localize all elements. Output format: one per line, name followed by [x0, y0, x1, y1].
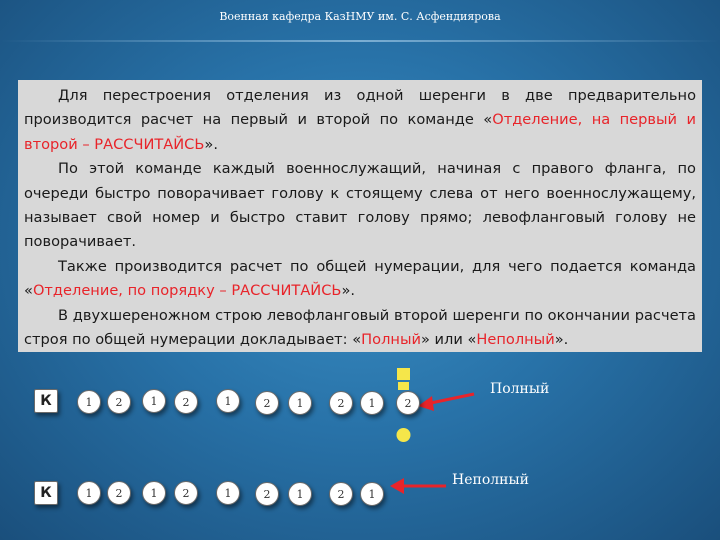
row-full-soldier-9: 1	[360, 391, 384, 415]
row-full-soldier-6: 2	[255, 391, 279, 415]
row-full-soldier-4: 2	[174, 390, 198, 414]
row-incomplete-soldier-7: 1	[288, 482, 312, 506]
row-full-soldier-10: 2	[396, 391, 420, 415]
row-full-commander: К	[34, 389, 58, 413]
row-full-soldier-1: 1	[77, 390, 101, 414]
arrow-left-icon	[416, 386, 476, 416]
paragraph-3-text: Также производится расчет по общей нумерации, для чего подается команда «	[24, 257, 696, 300]
paragraph-4-mid: » или «	[420, 331, 477, 349]
label-full: Полный	[490, 381, 550, 397]
command-text-2: Отделение, по порядку – РАССЧИТАЙСЬ	[32, 282, 342, 300]
command-text-1: Отделение, на первый и второй – РАССЧИТАЙСЬ	[24, 111, 696, 153]
paragraph-1-text: Для перестроения отделения из одной шеренги в две предварительно производится расчет на первый и второй по команде «	[24, 87, 696, 129]
page-header: Военная кафедра КазНМУ им. С. Асфендиярова	[219, 10, 501, 23]
row-incomplete-soldier-4: 2	[174, 481, 198, 505]
paragraph-1-end: ».	[204, 135, 218, 153]
row-full-soldier-7: 1	[288, 391, 312, 415]
row-full-soldier-3: 1	[142, 389, 166, 413]
row-incomplete-soldier-1: 1	[77, 481, 101, 505]
paragraph-2-text: По этой команде каждый военнослужащий, начиная с правого фланга, по очереди быстро поворачивает голову к стоящему слева от него военнослужащему, называет свой номер и быстро ставит голову прямо; левофланговый голову не поворачивает.	[24, 160, 696, 251]
row-full-soldier-2: 2	[107, 390, 131, 414]
paragraph-3	[24, 255, 696, 304]
row-full-soldier-5: 1	[216, 389, 240, 413]
row-incomplete-commander: К	[34, 481, 58, 505]
row-incomplete-soldier-6: 2	[255, 482, 279, 506]
row-full-soldier-8: 2	[329, 391, 353, 415]
report-full-text: Полный	[361, 331, 421, 349]
text-box	[18, 80, 702, 352]
report-incomplete-text: Неполный	[476, 331, 555, 349]
paragraph-1	[24, 84, 696, 157]
row-incomplete-soldier-2: 2	[107, 481, 131, 505]
paragraph-4-end: ».	[554, 331, 569, 349]
label-incomplete: Неполный	[452, 472, 529, 488]
row-incomplete-soldier-9: 1	[360, 482, 384, 506]
header-divider	[0, 40, 720, 42]
paragraph-4	[24, 304, 696, 353]
row-incomplete-soldier-3: 1	[142, 481, 166, 505]
arrow-left-icon	[388, 475, 448, 505]
paragraph-3-end: ».	[341, 282, 356, 300]
row-incomplete-soldier-5: 1	[216, 481, 240, 505]
paragraph-4-text: В двухшереножном строю левофланговый второй шеренги по окончании расчета строя по общей нумерации докладывает: «	[24, 306, 696, 349]
row-incomplete-soldier-8: 2	[329, 482, 353, 506]
paragraph-2	[24, 157, 696, 255]
